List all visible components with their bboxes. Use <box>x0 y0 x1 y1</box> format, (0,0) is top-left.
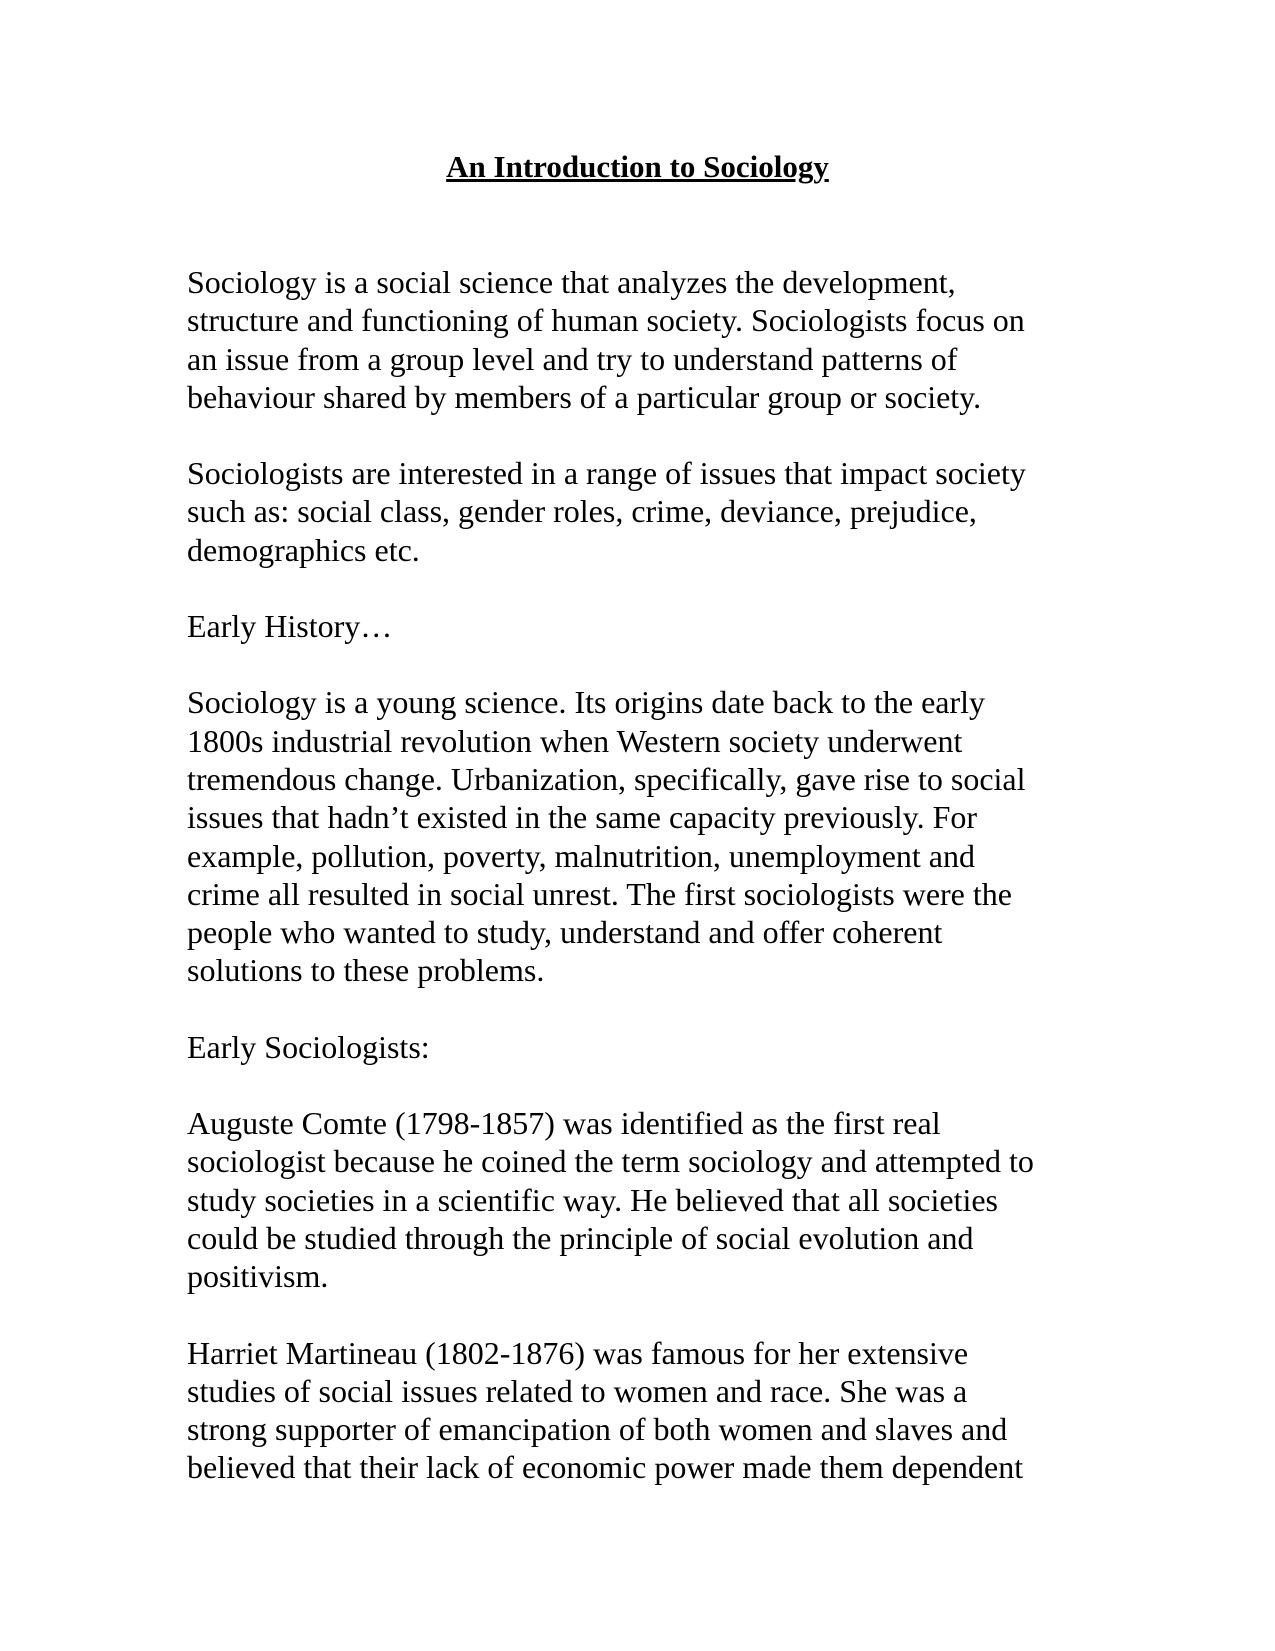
text-line: Sociology is a social science that analyzes the development, <box>187 264 956 300</box>
text-line: Sociology is a young science. Its origins date back to the early <box>187 684 986 721</box>
text-line: studies of social issues related to women and race. She was a <box>187 1372 968 1409</box>
paragraph <box>187 683 1087 989</box>
paragraph <box>187 1334 1087 1487</box>
text-line: positivism. <box>187 1258 329 1295</box>
text-line: Auguste Comte (1798-1857) was identified as the first real <box>187 1105 941 1142</box>
text-line: such as: social class, gender roles, crime, deviance, prejudice, <box>187 493 977 530</box>
paragraph <box>187 1104 1087 1295</box>
text-line: Early Sociologists: <box>187 1028 430 1065</box>
document-body <box>187 263 1087 1525</box>
document-title: An Introduction to Sociology <box>446 149 829 184</box>
text-line: could be studied through the principle of social evolution and <box>187 1219 974 1256</box>
text-line: solutions to these problems. <box>187 952 545 989</box>
text-line: example, pollution, poverty, malnutrition, unemployment and <box>187 837 975 874</box>
text-line: an issue from a group level and try to understand patterns of <box>187 340 958 377</box>
text-line: believed that their lack of economic power made them dependent <box>187 1449 1024 1486</box>
text-line: Sociologists are interested in a range of issues that impact society <box>187 455 1026 492</box>
text-line: behaviour shared by members of a particular group or society. <box>187 378 982 415</box>
text-line: Early History… <box>187 608 393 645</box>
text-line: sociologist because he coined the term sociology and attempted to <box>187 1143 1034 1180</box>
text-line: issues that hadn’t existed in the same capacity previously. For <box>187 799 978 836</box>
text-line: structure and functioning of human society. Sociologists focus on <box>187 302 1025 339</box>
text-line: 1800s industrial revolution when Western society underwent <box>187 722 963 759</box>
text-line: strong supporter of emancipation of both women and slaves and <box>187 1411 1008 1448</box>
text-line: demographics etc. <box>187 531 420 568</box>
paragraph <box>187 454 1087 569</box>
paragraph <box>187 1028 1087 1066</box>
paragraph <box>187 607 1087 645</box>
text-line: crime all resulted in social unrest. The first sociologists were the <box>187 875 1012 912</box>
text-line: people who wanted to study, understand and offer coherent <box>187 914 943 951</box>
text-line: Harriet Martineau (1802-1876) was famous for her extensive <box>187 1334 969 1371</box>
paragraph <box>187 263 1087 416</box>
text-line: tremendous change. Urbanization, specifically, gave rise to social <box>187 760 1026 797</box>
text-line: study societies in a scientific way. He believed that all societies <box>187 1181 998 1218</box>
